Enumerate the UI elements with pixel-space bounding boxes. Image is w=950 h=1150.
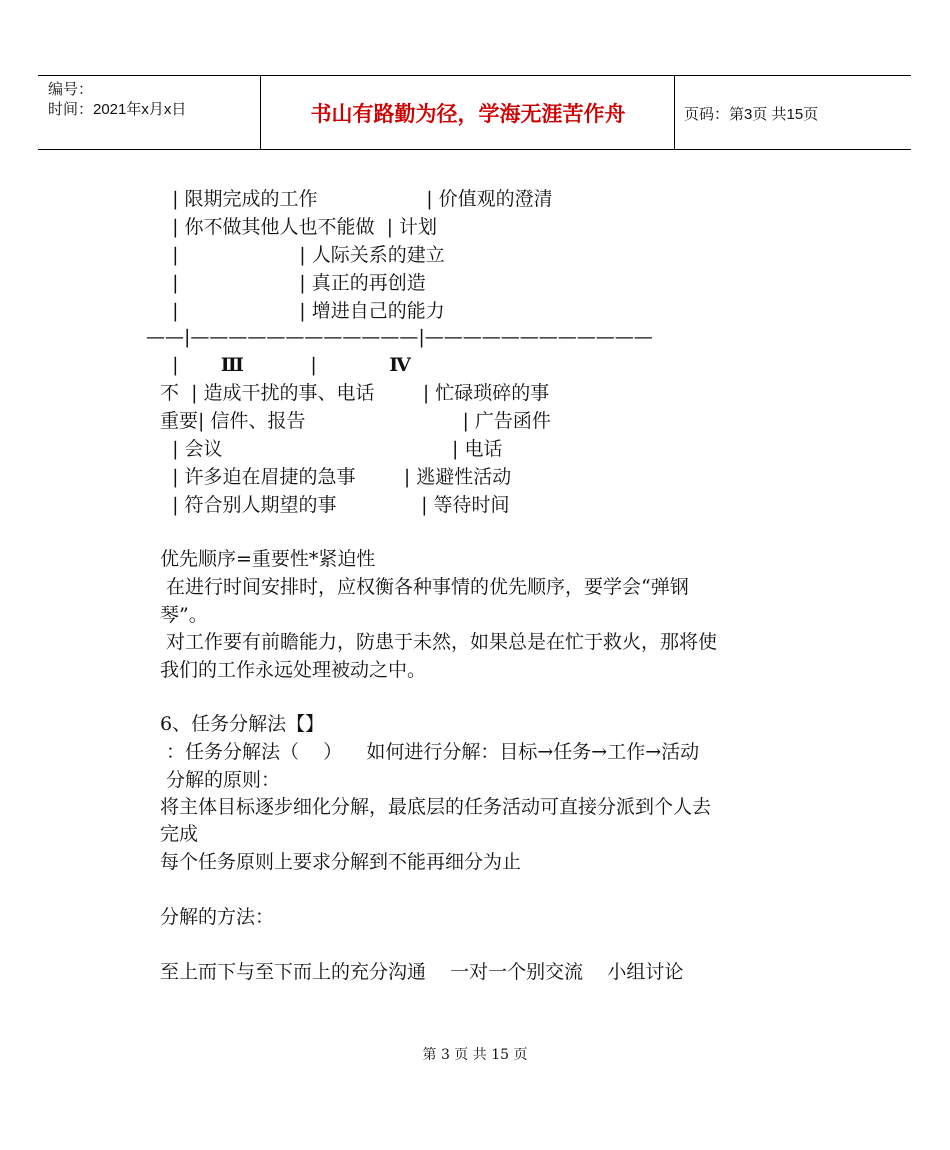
matrix-divider: ——|————————————|———————————— — [146, 326, 653, 348]
paragraph-line: ：任务分解法（ ） 如何进行分解：目标→任务→工作→活动 — [160, 741, 700, 763]
paragraph-line: 我们的工作永远处理被动之中。 — [160, 659, 427, 681]
paragraph-line: 将主体目标逐步细化分解，最底层的任务活动可直接分派到个人去 — [160, 796, 712, 818]
matrix-row: | 符合别人期望的事 | 等待时间 — [160, 494, 510, 516]
quadrant-iii-label: Ⅲ — [220, 355, 244, 376]
matrix-row: | 许多迫在眉捷的急事 | 逃避性活动 — [160, 466, 512, 488]
matrix-row: | | 人际关系的建立 — [160, 244, 445, 266]
matrix-row: | | 真正的再创造 — [160, 272, 426, 294]
header-divider-right — [674, 76, 675, 150]
priority-formula: 优先顺序=重要性*紧迫性 — [160, 548, 376, 570]
document-time-label: 时间：2021年x月x日 — [48, 101, 187, 118]
matrix-row: | 会议 | 电话 — [160, 438, 503, 460]
header-motto: 书山有路勤为径，学海无涯苦作舟 — [310, 102, 626, 126]
quadrant-row-prefix: | — [160, 354, 221, 376]
paragraph-line: 琴”。 — [160, 604, 208, 626]
page-header — [38, 75, 911, 150]
header-page-info: 页码：第3页 共15页 — [684, 105, 819, 123]
subsection-heading: 分解的原则： — [160, 769, 281, 791]
section-heading: 6、任务分解法【】 — [160, 713, 325, 735]
matrix-row: | | 增进自己的能力 — [160, 300, 445, 322]
page-footer: 第 3 页 共 15 页 — [422, 1047, 528, 1063]
matrix-row: 不 | 造成干扰的事、电话 | 忙碌琐碎的事 — [160, 382, 550, 404]
quadrant-iv-label: Ⅳ — [389, 355, 411, 376]
matrix-row: | 你不做其他人也不能做 | 计划 — [160, 216, 438, 238]
matrix-quadrant-labels — [160, 353, 411, 378]
document-number-label: 编号： — [48, 81, 94, 98]
matrix-row: 重要| 信件、报告 | 广告函件 — [160, 410, 551, 432]
header-meta — [48, 80, 186, 120]
paragraph-line: 至上而下与至下而上的充分沟通 一对一个别交流 小组讨论 — [160, 961, 684, 983]
paragraph-line: 完成 — [160, 823, 199, 845]
paragraph-line: 对工作要有前瞻能力，防患于未然，如果总是在忙于救火，那将使 — [160, 631, 718, 653]
matrix-row: | 限期完成的工作 | 价值观的澄清 — [160, 188, 553, 210]
paragraph-line: 在进行时间安排时，应权衡各种事情的优先顺序，要学会“弹钢 — [160, 576, 689, 598]
paragraph-line: 每个任务原则上要求分解到不能再细分为止 — [160, 851, 522, 873]
header-divider-left — [260, 76, 261, 150]
quadrant-row-mid: | — [243, 354, 390, 376]
subsection-heading: 分解的方法： — [160, 906, 275, 928]
